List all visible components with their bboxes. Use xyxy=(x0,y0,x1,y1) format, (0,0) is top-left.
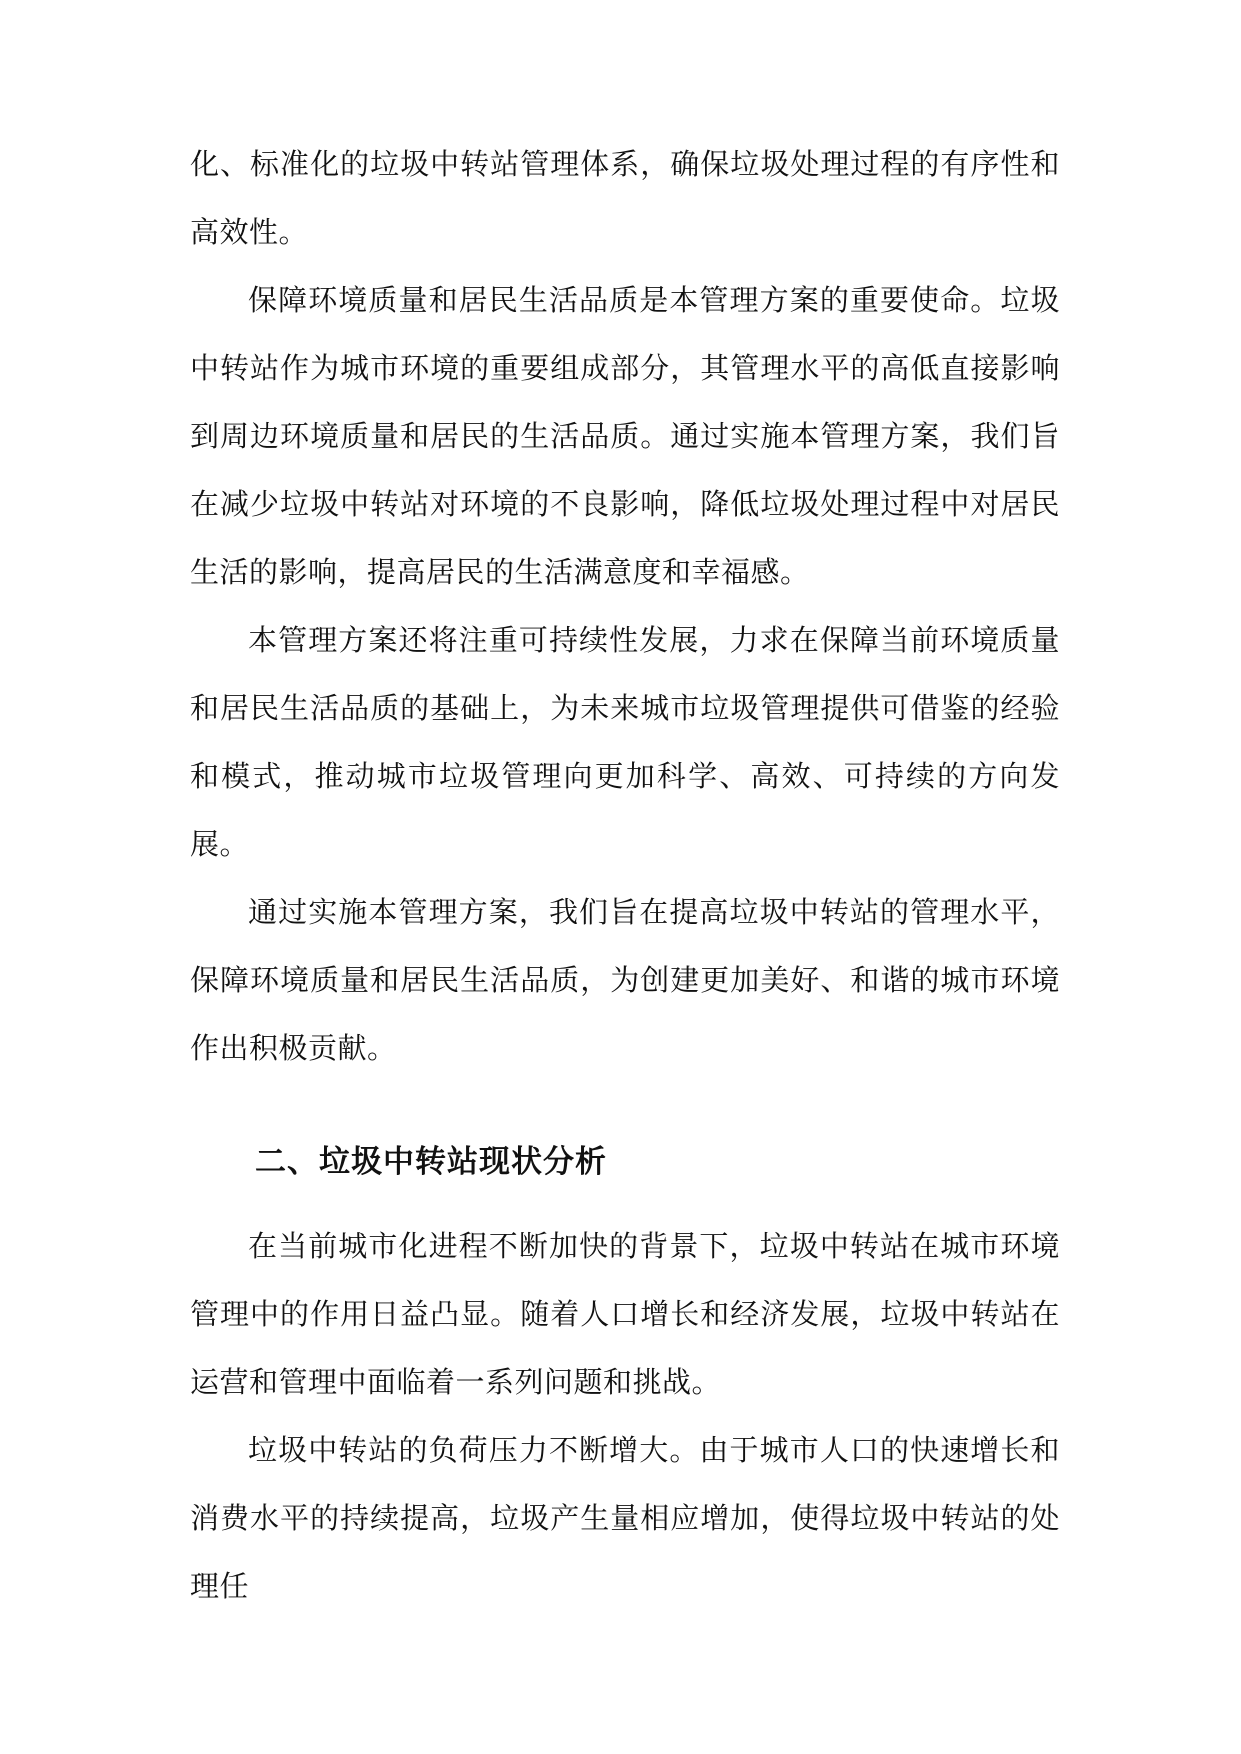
section-heading: 二、垃圾中转站现状分析 xyxy=(255,1144,607,1180)
document-page xyxy=(190,130,1060,1620)
paragraph-load-pressure: 垃圾中转站的负荷压力不断增大。由于城市人口的快速增长和消费水平的持续提高，垃圾产生量相应增加，使得垃圾中转站的处理任 xyxy=(190,1433,1060,1603)
paragraph-sustainability: 本管理方案还将注重可持续性发展，力求在保障当前环境质量和居民生活品质的基础上，为未来城市垃圾管理提供可借鉴的经验和模式，推动城市垃圾管理向更加科学、高效、可持续的方向发展。 xyxy=(190,623,1060,861)
paragraph-conclusion: 通过实施本管理方案，我们旨在提高垃圾中转站的管理水平，保障环境质量和居民生活品质，为创建更加美好、和谐的城市环境作出积极贡献。 xyxy=(190,895,1060,1065)
paragraph-current-status: 在当前城市化进程不断加快的背景下，垃圾中转站在城市环境管理中的作用日益凸显。随着人口增长和经济发展，垃圾中转站在运营和管理中面临着一系列问题和挑战。 xyxy=(190,1229,1060,1399)
paragraph-continuation: 化、标准化的垃圾中转站管理体系，确保垃圾处理过程的有序性和高效性。 xyxy=(190,147,1060,249)
paragraph-environment-quality: 保障环境质量和居民生活品质是本管理方案的重要使命。垃圾中转站作为城市环境的重要组成部分，其管理水平的高低直接影响到周边环境质量和居民的生活品质。通过实施本管理方案，我们旨在减少垃圾中转站对环境的不良影响，降低垃圾处理过程中对居民生活的影响，提高居民的生活满意度和幸福感。 xyxy=(190,283,1060,589)
